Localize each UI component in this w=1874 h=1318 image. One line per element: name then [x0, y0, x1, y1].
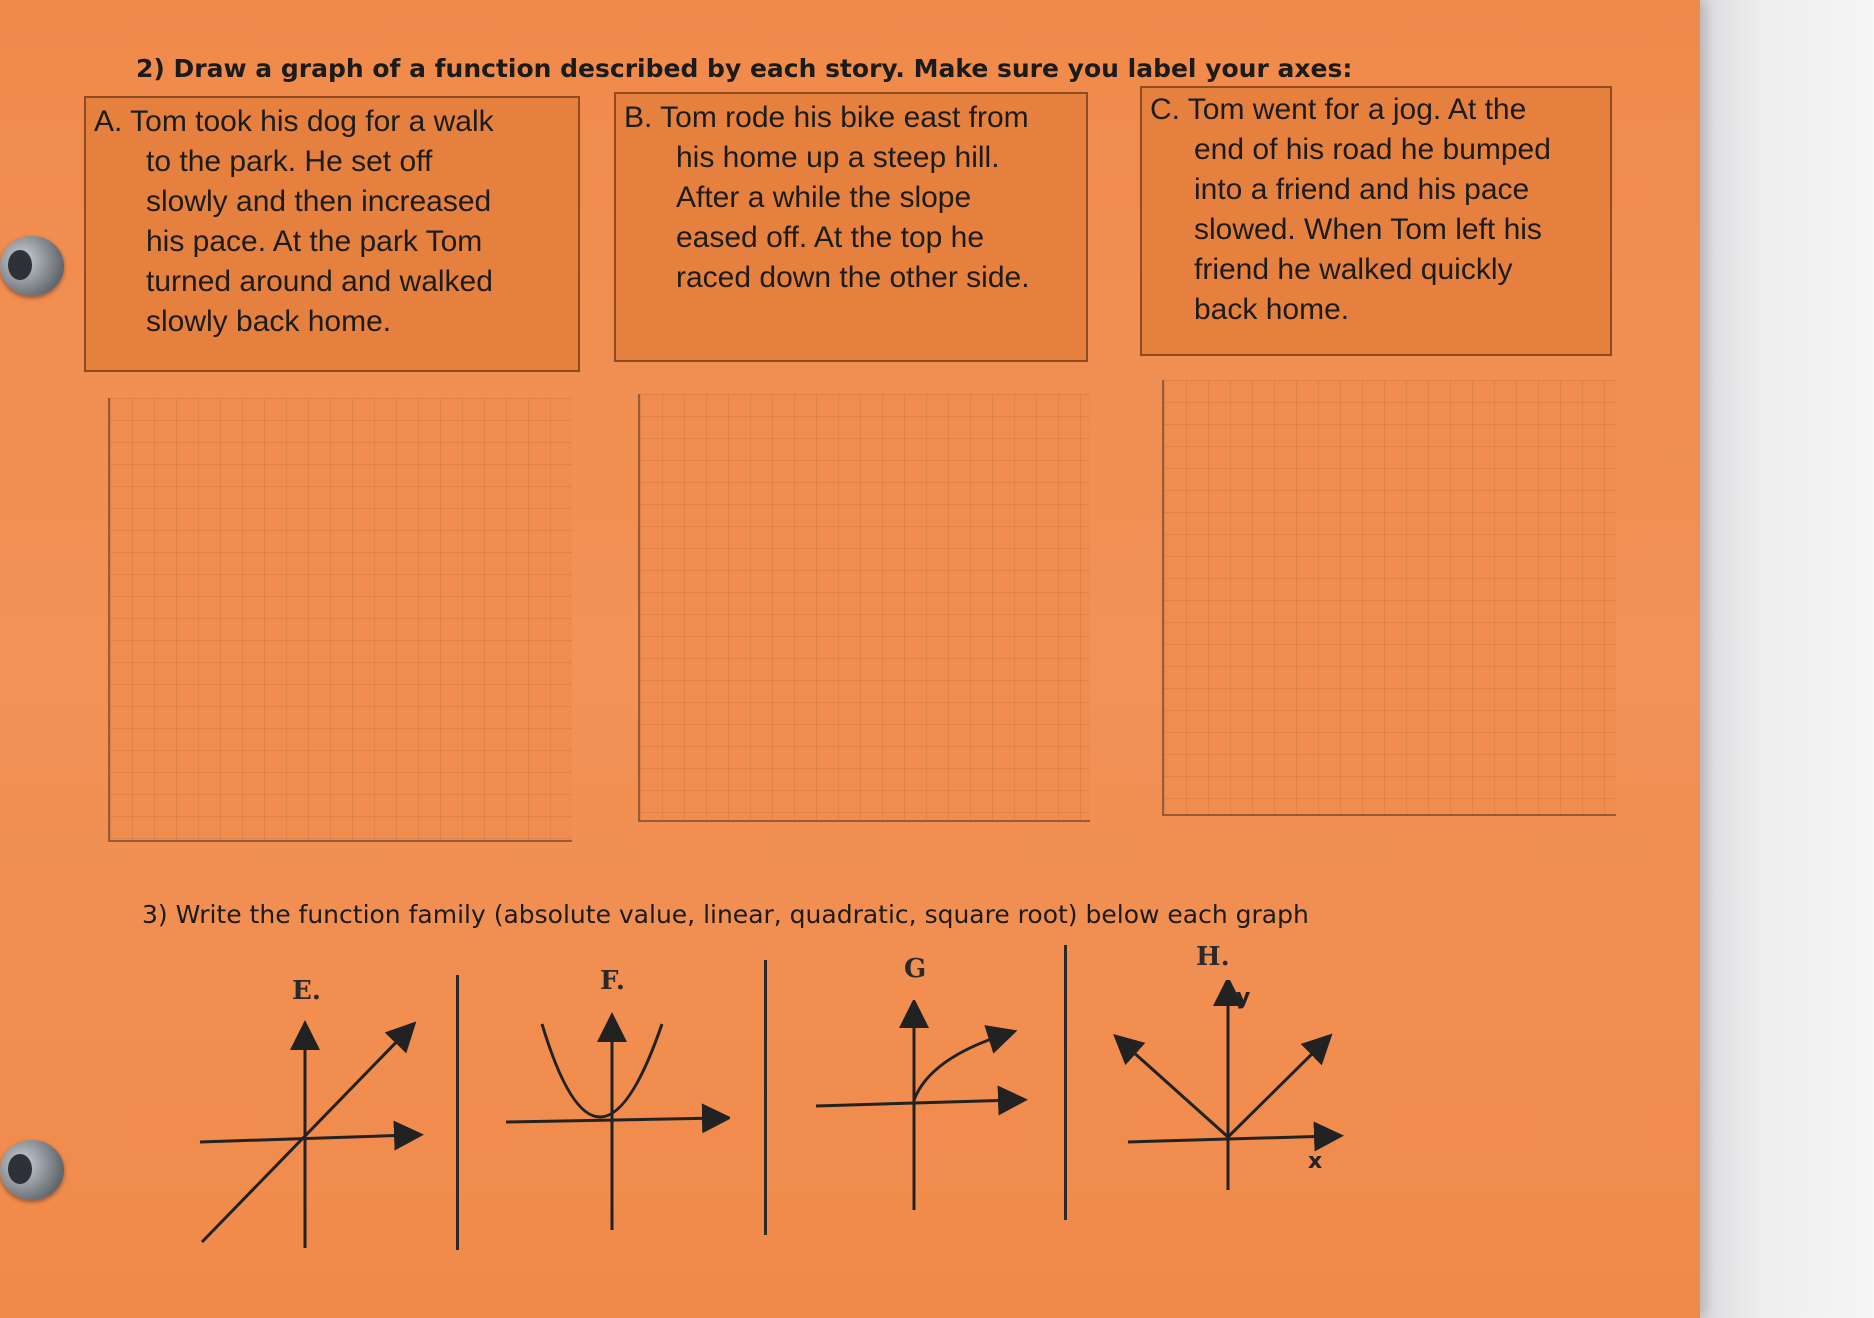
- question-3-title: 3) Write the function family (absolute value, linear, quadratic, square root) below each graph: [142, 900, 1309, 929]
- x-axis: [506, 1118, 720, 1122]
- graph-grid-a[interactable]: [108, 398, 572, 842]
- story-b-line: After a while the slope: [676, 181, 972, 214]
- story-a-line: slowly and then increased: [146, 185, 492, 218]
- story-b-line: B. Tom rode his bike east from: [624, 101, 1029, 134]
- story-c-line: into a friend and his pace: [1194, 173, 1530, 206]
- absolute-value-left-branch: [1122, 1042, 1228, 1137]
- story-box-a: [84, 96, 580, 372]
- absolute-value-right-branch: [1228, 1042, 1324, 1137]
- story-a-line: to the park. He set off: [146, 145, 433, 178]
- x-axis-label: x: [1308, 1149, 1323, 1174]
- graph-grid-b[interactable]: [638, 394, 1090, 822]
- story-c-line: slowed. When Tom left his: [1194, 213, 1542, 246]
- graph-f-quadratic: [500, 1010, 730, 1240]
- graph-h-absolute-value: [1110, 980, 1350, 1200]
- graph-e-linear: [190, 1020, 430, 1260]
- story-box-c: [1140, 86, 1612, 356]
- graph-label-h: H.: [1196, 942, 1230, 972]
- graph-label-f: F.: [600, 966, 625, 996]
- story-c-line: C. Tom went for a jog. At the: [1150, 93, 1527, 126]
- story-box-b: [614, 92, 1088, 362]
- y-axis-label: y: [1236, 985, 1251, 1010]
- story-a-line: turned around and walked: [146, 265, 493, 298]
- story-a-line: slowly back home.: [146, 305, 392, 338]
- background-surface: [1690, 0, 1874, 1318]
- graph-label-e: E.: [292, 976, 321, 1006]
- question-2-title: 2) Draw a graph of a function described by each story. Make sure you label your axes:: [136, 54, 1353, 83]
- parabola-curve: [542, 1024, 662, 1117]
- graph-divider: [456, 975, 459, 1250]
- story-c-line: friend he walked quickly: [1194, 253, 1513, 286]
- story-a-line: A. Tom took his dog for a walk: [94, 105, 494, 138]
- graph-g-square-root: [810, 1000, 1030, 1220]
- story-c-line: back home.: [1194, 293, 1350, 326]
- x-axis: [816, 1100, 1016, 1106]
- binder-ring-top: [0, 236, 64, 296]
- graph-divider: [764, 960, 767, 1235]
- story-b-line: raced down the other side.: [676, 261, 1030, 294]
- graph-grid-c[interactable]: [1162, 380, 1616, 816]
- graph-label-g: G: [904, 954, 927, 984]
- binder-ring-bottom: [0, 1140, 64, 1200]
- square-root-curve: [914, 1034, 1006, 1100]
- story-c-line: end of his road he bumped: [1194, 133, 1551, 166]
- story-b-line: his home up a steep hill.: [676, 141, 1000, 174]
- graph-divider: [1064, 945, 1067, 1220]
- story-b-line: eased off. At the top he: [676, 221, 985, 254]
- story-a-line: his pace. At the park Tom: [146, 225, 483, 258]
